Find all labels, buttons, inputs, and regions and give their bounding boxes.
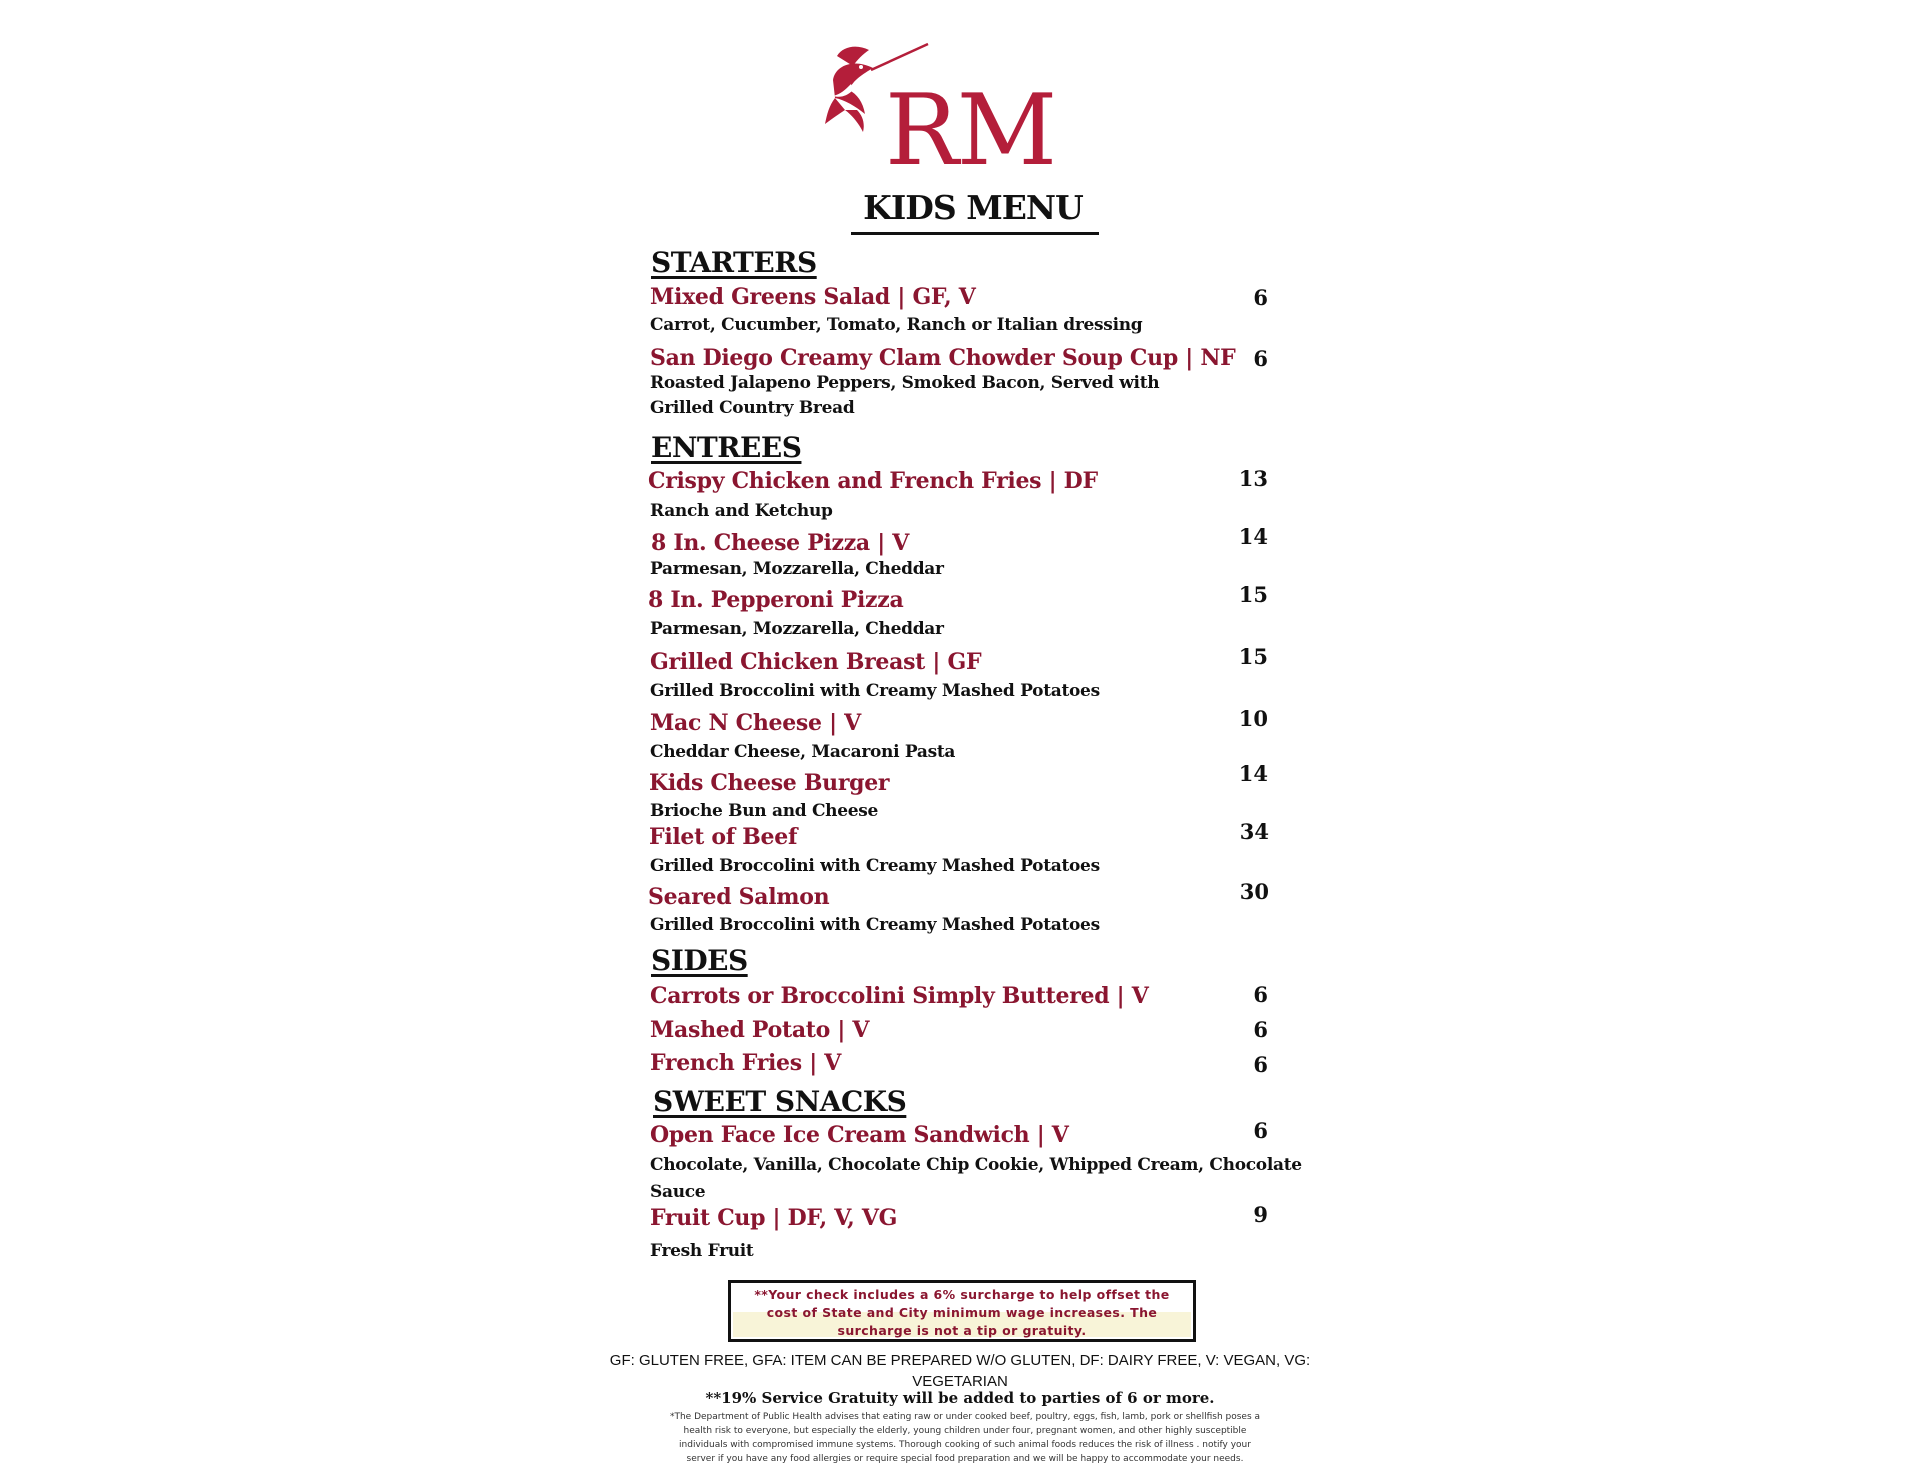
item-name: Filet of Beef: [649, 824, 798, 850]
item-price: 6: [1253, 285, 1268, 310]
item-price: 14: [1238, 761, 1268, 786]
item-price: 13: [1238, 466, 1268, 491]
item-price: 10: [1238, 706, 1268, 731]
gratuity-note: **19% Service Gratuity will be added to parties of 6 or more.: [705, 1389, 1215, 1407]
item-description: Fresh Fruit: [650, 1241, 754, 1261]
item-price: 6: [1253, 1052, 1268, 1077]
section-heading-starters: STARTERS: [651, 246, 817, 279]
item-description: Parmesan, Mozzarella, Cheddar: [650, 619, 944, 639]
item-name: Mixed Greens Salad | GF, V: [650, 284, 976, 310]
item-price: 6: [1253, 1118, 1268, 1143]
item-name: Mac N Cheese | V: [650, 710, 861, 736]
item-price: 15: [1238, 582, 1268, 607]
surcharge-notice: [728, 1280, 1196, 1342]
health-disclaimer: *The Department of Public Health advises that eating raw or under cooked beef, poultry, eggs, fish, lamb, pork or shellfish poses a health risk to everyone, but especially the elderly, young children under four, pregnant women, and other highly susceptible individuals with compromised immune systems. Thorough cooking of such animal foods reduces the risk of illness . notify your server if you have any food allergies or require special food preparation and we will be happy to accommodate your needs.: [669, 1412, 1261, 1464]
item-name: Grilled Chicken Breast | GF: [650, 649, 982, 675]
item-price: 14: [1238, 524, 1268, 549]
item-price: 6: [1253, 982, 1268, 1007]
item-price: 30: [1239, 879, 1269, 904]
item-description: Brioche Bun and Cheese: [650, 801, 879, 821]
item-name: Crispy Chicken and French Fries | DF: [648, 468, 1098, 494]
item-price: 6: [1253, 1017, 1268, 1042]
item-description: Parmesan, Mozzarella, Cheddar: [650, 559, 944, 579]
item-description: Sauce: [650, 1182, 706, 1202]
item-price: 34: [1239, 819, 1269, 844]
menu-title: KIDS MENU: [863, 188, 1083, 227]
item-name: 8 In. Cheese Pizza | V: [651, 530, 910, 556]
section-heading-sweet-snacks: SWEET SNACKS: [653, 1085, 907, 1118]
item-name: Kids Cheese Burger: [649, 770, 890, 796]
item-name: Carrots or Broccolini Simply Buttered | V: [650, 983, 1149, 1009]
item-price: 15: [1238, 644, 1268, 669]
item-name: San Diego Creamy Clam Chowder Soup Cup | NF: [650, 345, 1236, 371]
item-name: Fruit Cup | DF, V, VG: [650, 1205, 898, 1231]
item-price: 9: [1253, 1202, 1268, 1227]
section-heading-entrees: ENTREES: [651, 431, 802, 464]
title-underline: [851, 232, 1099, 235]
surcharge-notice-text: **Your check includes a 6% surcharge to help offset the cost of State and City minimum wage increases. The surcharge is not a tip or gratuity.: [754, 1287, 1170, 1338]
item-description: Carrot, Cucumber, Tomato, Ranch or Italian dressing: [650, 315, 1143, 335]
item-description: Grilled Broccolini with Creamy Mashed Potatoes: [650, 856, 1100, 876]
item-name: Mashed Potato | V: [650, 1017, 870, 1043]
item-description: Grilled Broccolini with Creamy Mashed Potatoes: [650, 915, 1100, 935]
item-price: 6: [1253, 346, 1268, 371]
item-name: Open Face Ice Cream Sandwich | V: [650, 1122, 1069, 1148]
item-description: Ranch and Ketchup: [650, 501, 833, 521]
item-description: Chocolate, Vanilla, Chocolate Chip Cookie, Whipped Cream, Chocolate: [650, 1155, 1302, 1175]
section-heading-sides: SIDES: [651, 944, 748, 977]
logo-text: RM: [885, 74, 1056, 188]
item-name: French Fries | V: [650, 1050, 842, 1076]
item-name: Seared Salmon: [648, 884, 830, 910]
item-name: 8 In. Pepperoni Pizza: [648, 587, 904, 613]
item-description: Cheddar Cheese, Macaroni Pasta: [650, 742, 956, 762]
item-description: Grilled Broccolini with Creamy Mashed Potatoes: [650, 681, 1100, 701]
item-description: Grilled Country Bread: [650, 398, 855, 418]
item-description: Roasted Jalapeno Peppers, Smoked Bacon, Served with: [650, 373, 1160, 393]
dietary-legend: GF: GLUTEN FREE, GFA: ITEM CAN BE PREPARED W/O GLUTEN, DF: DAIRY FREE, V: VEGAN, VG: VEGETARIAN: [609, 1352, 1311, 1390]
restaurant-logo: [823, 40, 1083, 188]
